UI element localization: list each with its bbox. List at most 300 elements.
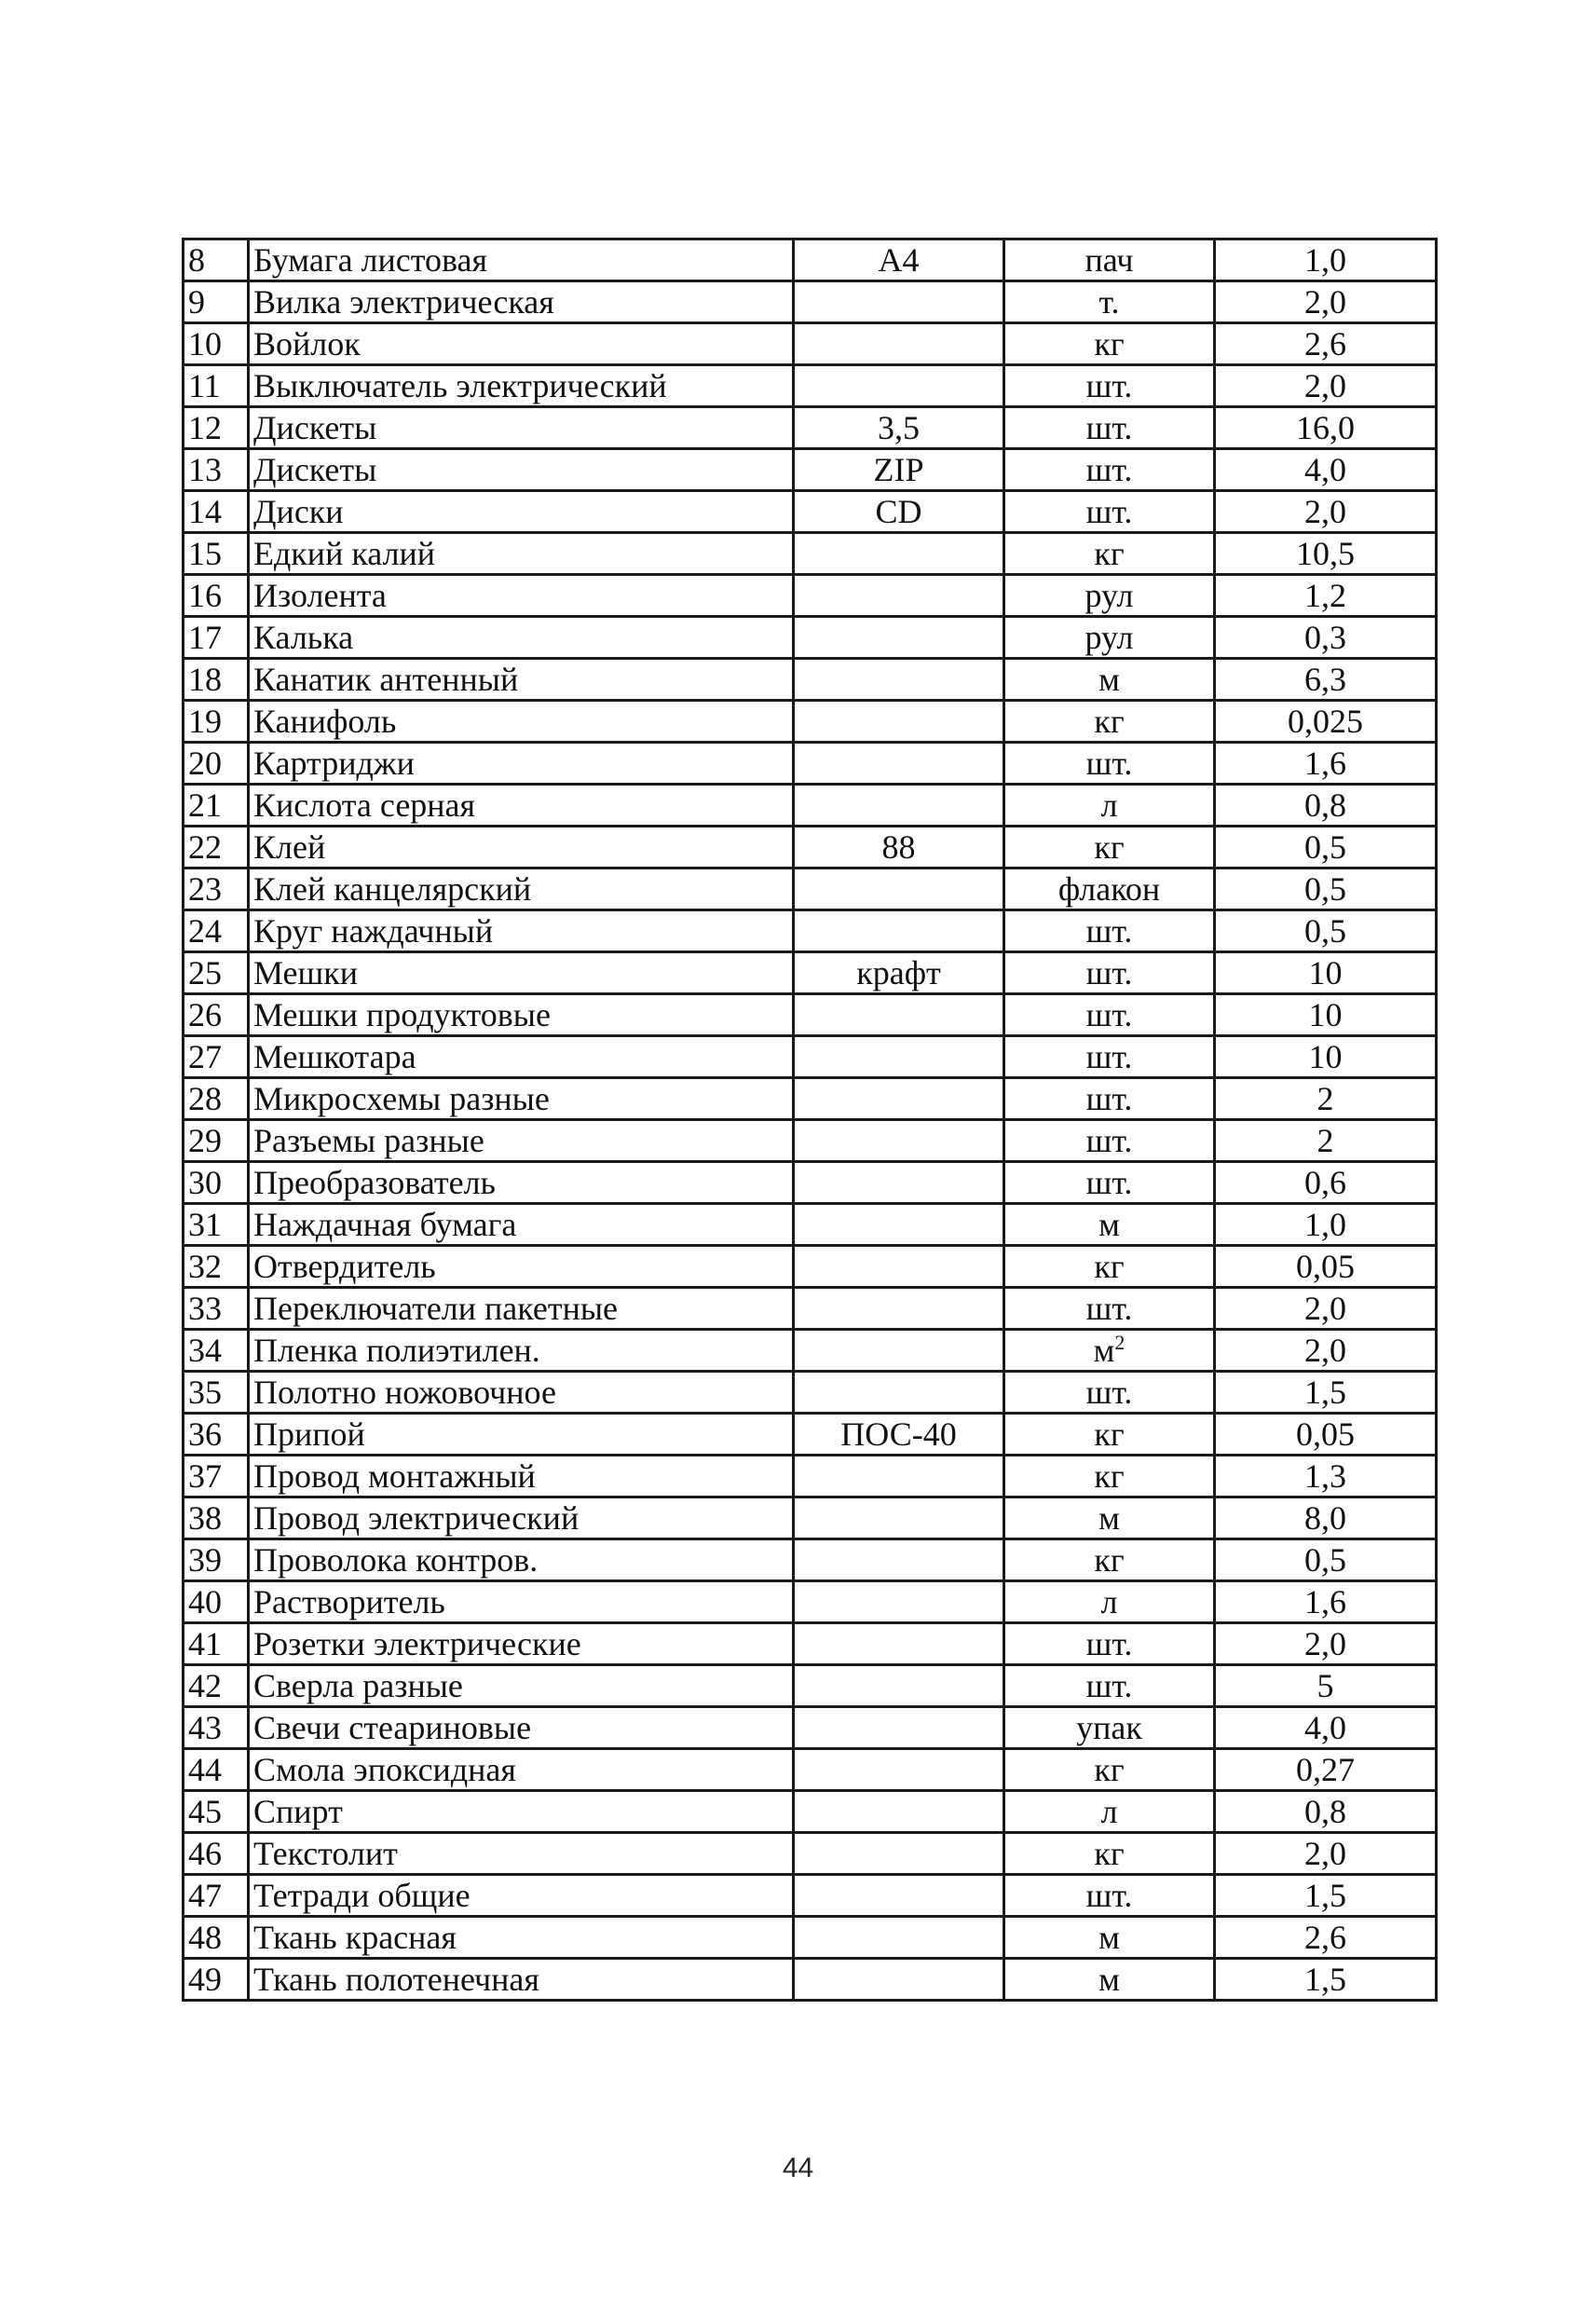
unit-cell: [1004, 1665, 1215, 1707]
quantity-cell: [1215, 323, 1437, 365]
row-number-text: 18: [188, 661, 222, 698]
item-name-cell: [249, 827, 794, 868]
item-name-cell: [249, 1959, 794, 2001]
item-spec-cell: [794, 1959, 1004, 2001]
item-name-cell: [249, 1036, 794, 1078]
quantity-cell: [1215, 994, 1437, 1036]
item-name-cell: [249, 1078, 794, 1120]
item-name-cell: [249, 491, 794, 533]
item-name-text: Наждачная бумага: [253, 1206, 517, 1243]
item-spec-cell: [794, 575, 1004, 617]
unit-text: шт.: [1085, 1374, 1133, 1411]
item-name-text: Мешки продуктовые: [253, 996, 551, 1033]
item-name-cell: [249, 1749, 794, 1791]
table-row: [184, 281, 1437, 323]
item-spec-cell: [794, 1456, 1004, 1497]
row-number-cell: [184, 1246, 249, 1288]
unit-cell: [1004, 617, 1215, 659]
item-name-cell: [249, 1875, 794, 1917]
quantity-text: 10,5: [1296, 535, 1355, 572]
item-name-cell: [249, 1707, 794, 1749]
item-name-text: Провод электрический: [253, 1499, 580, 1537]
row-number-cell: [184, 1791, 249, 1833]
quantity-text: 0,5: [1304, 870, 1346, 908]
row-number-text: 25: [188, 954, 222, 991]
row-number-cell: [184, 1581, 249, 1623]
item-name-text: Проволока контров.: [253, 1541, 539, 1579]
table-row: [184, 1078, 1437, 1120]
table-row: [184, 868, 1437, 910]
item-name-cell: [249, 1204, 794, 1246]
quantity-cell: [1215, 1456, 1437, 1497]
quantity-text: 16,0: [1296, 409, 1355, 446]
unit-text: шт.: [1085, 1290, 1133, 1327]
item-spec-cell: [794, 785, 1004, 827]
item-name-cell: [249, 1497, 794, 1539]
row-number-text: 14: [188, 493, 222, 530]
unit-cell: [1004, 407, 1215, 449]
unit-cell: [1004, 1456, 1215, 1497]
item-name-text: Розетки электрические: [253, 1625, 581, 1662]
unit-cell: [1004, 1246, 1215, 1288]
item-spec-cell: [794, 1036, 1004, 1078]
item-spec-cell: [794, 407, 1004, 449]
table-row: [184, 491, 1437, 533]
item-name-text: Мешкотара: [253, 1038, 416, 1075]
unit-cell: [1004, 1330, 1215, 1372]
row-number-text: 36: [188, 1415, 222, 1453]
item-name-text: Круг наждачный: [253, 912, 494, 950]
item-name-cell: [249, 701, 794, 743]
quantity-text: 4,0: [1304, 451, 1346, 488]
unit-text: м: [1098, 1499, 1120, 1537]
item-spec-cell: [794, 281, 1004, 323]
unit-text: шт.: [1085, 1164, 1133, 1201]
table-row: [184, 1791, 1437, 1833]
unit-text: шт.: [1085, 1080, 1133, 1117]
row-number-cell: [184, 1875, 249, 1917]
item-spec-cell: [794, 1372, 1004, 1414]
row-number-text: 15: [188, 535, 222, 572]
quantity-text: 2: [1316, 1080, 1334, 1117]
row-number-cell: [184, 701, 249, 743]
item-spec-cell: [794, 1414, 1004, 1456]
table-row: [184, 1288, 1437, 1330]
quantity-text: 2,6: [1304, 1919, 1346, 1956]
row-number-cell: [184, 868, 249, 910]
quantity-cell: [1215, 407, 1437, 449]
row-number-text: 33: [188, 1290, 222, 1327]
item-name-cell: [249, 1456, 794, 1497]
row-number-cell: [184, 533, 249, 575]
quantity-text: 2,0: [1304, 367, 1346, 404]
item-name-cell: [249, 743, 794, 785]
unit-text: м: [1098, 1919, 1120, 1956]
row-number-text: 13: [188, 451, 222, 488]
quantity-text: 0,3: [1304, 619, 1346, 656]
unit-text: шт.: [1085, 1122, 1133, 1159]
table-row: [184, 1665, 1437, 1707]
unit-cell: [1004, 1120, 1215, 1162]
item-name-text: Диски: [253, 493, 344, 530]
row-number-cell: [184, 323, 249, 365]
item-name-cell: [249, 785, 794, 827]
table-row: [184, 1959, 1437, 2001]
table-row: [184, 1204, 1437, 1246]
item-spec-cell: [794, 1204, 1004, 1246]
item-name-cell: [249, 1539, 794, 1581]
row-number-text: 26: [188, 996, 222, 1033]
row-number-cell: [184, 1707, 249, 1749]
item-spec-cell: [794, 743, 1004, 785]
item-name-text: Ткань красная: [253, 1919, 457, 1956]
unit-text: шт.: [1085, 493, 1133, 530]
quantity-cell: [1215, 1078, 1437, 1120]
row-number-cell: [184, 827, 249, 868]
unit-cell: [1004, 1288, 1215, 1330]
unit-text: шт.: [1085, 367, 1133, 404]
row-number-cell: [184, 1288, 249, 1330]
item-name-text: Провод монтажный: [253, 1457, 536, 1495]
item-spec-cell: [794, 1246, 1004, 1288]
item-name-text: Войлок: [253, 325, 361, 362]
quantity-cell: [1215, 1162, 1437, 1204]
unit-cell: [1004, 868, 1215, 910]
row-number-cell: [184, 1414, 249, 1456]
unit-cell: [1004, 281, 1215, 323]
quantity-text: 0,5: [1304, 1541, 1346, 1579]
unit-text: шт.: [1085, 451, 1133, 488]
item-spec-cell: [794, 701, 1004, 743]
table-row: [184, 1414, 1437, 1456]
quantity-cell: [1215, 617, 1437, 659]
quantity-cell: [1215, 868, 1437, 910]
quantity-text: 4,0: [1304, 1709, 1346, 1746]
item-name-text: Изолента: [253, 577, 387, 614]
quantity-cell: [1215, 910, 1437, 952]
unit-cell: [1004, 827, 1215, 868]
item-name-cell: [249, 1581, 794, 1623]
unit-text: шт.: [1085, 745, 1133, 782]
unit-text: м: [1093, 1332, 1115, 1369]
quantity-cell: [1215, 1623, 1437, 1665]
row-number-text: 24: [188, 912, 222, 950]
table-row: [184, 1120, 1437, 1162]
quantity-cell: [1215, 1581, 1437, 1623]
unit-cell: [1004, 575, 1215, 617]
unit-cell: [1004, 1749, 1215, 1791]
quantity-text: 0,8: [1304, 1793, 1346, 1830]
item-spec-cell: [794, 1623, 1004, 1665]
item-spec-cell: [794, 1791, 1004, 1833]
quantity-cell: [1215, 239, 1437, 281]
quantity-cell: [1215, 1120, 1437, 1162]
item-name-text: Сверла разные: [253, 1667, 463, 1704]
row-number-text: 47: [188, 1877, 222, 1914]
table-row: [184, 743, 1437, 785]
table-row: [184, 785, 1437, 827]
unit-cell: [1004, 323, 1215, 365]
unit-cell: [1004, 239, 1215, 281]
item-name-cell: [249, 1833, 794, 1875]
table-row: [184, 1330, 1437, 1372]
table-row: [184, 827, 1437, 868]
unit-text: флакон: [1057, 870, 1161, 908]
table-row: [184, 701, 1437, 743]
item-name-text: Едкий калий: [253, 535, 436, 572]
table-row: [184, 1456, 1437, 1497]
materials-table-body: [184, 239, 1437, 2001]
table-row: [184, 1875, 1437, 1917]
row-number-text: 16: [188, 577, 222, 614]
unit-text: кг: [1094, 1541, 1125, 1579]
row-number-text: 43: [188, 1709, 222, 1746]
row-number-cell: [184, 659, 249, 701]
quantity-text: 0,05: [1296, 1248, 1355, 1285]
item-name-text: Микросхемы разные: [253, 1080, 550, 1117]
item-name-cell: [249, 239, 794, 281]
row-number-text: 37: [188, 1457, 222, 1495]
quantity-text: 1,0: [1304, 1206, 1346, 1243]
quantity-text: 1,5: [1304, 1877, 1346, 1914]
quantity-cell: [1215, 1917, 1437, 1959]
table-row: [184, 1539, 1437, 1581]
table-row: [184, 659, 1437, 701]
row-number-text: 19: [188, 703, 222, 740]
item-spec-cell: [794, 239, 1004, 281]
quantity-cell: [1215, 449, 1437, 491]
row-number-text: 31: [188, 1206, 222, 1243]
quantity-cell: [1215, 1204, 1437, 1246]
item-spec-cell: [794, 1288, 1004, 1330]
unit-cell: [1004, 1078, 1215, 1120]
item-spec-cell: [794, 1539, 1004, 1581]
unit-text: кг: [1094, 1751, 1125, 1788]
unit-text: кг: [1094, 1835, 1125, 1872]
item-name-cell: [249, 952, 794, 994]
item-name-cell: [249, 1330, 794, 1372]
quantity-text: 8,0: [1304, 1499, 1346, 1537]
item-spec-cell: [794, 1078, 1004, 1120]
table-row: [184, 1246, 1437, 1288]
unit-text: шт.: [1085, 912, 1133, 950]
item-spec-cell: [794, 910, 1004, 952]
unit-text: т.: [1098, 283, 1120, 321]
row-number-text: 22: [188, 828, 222, 866]
quantity-text: 1,0: [1304, 241, 1346, 279]
item-name-cell: [249, 1246, 794, 1288]
row-number-cell: [184, 491, 249, 533]
item-spec-text: А4: [878, 241, 920, 279]
unit-text: кг: [1094, 703, 1125, 740]
item-name-text: Клей канцелярский: [253, 870, 532, 908]
row-number-text: 41: [188, 1625, 222, 1662]
unit-cell: [1004, 952, 1215, 994]
page-number: 44: [782, 2153, 814, 2183]
unit-cell: [1004, 1036, 1215, 1078]
quantity-text: 6,3: [1304, 661, 1346, 698]
table-row: [184, 994, 1437, 1036]
item-name-cell: [249, 1120, 794, 1162]
table-row: [184, 575, 1437, 617]
row-number-cell: [184, 1330, 249, 1372]
quantity-cell: [1215, 491, 1437, 533]
item-name-cell: [249, 1162, 794, 1204]
item-name-cell: [249, 281, 794, 323]
row-number-cell: [184, 743, 249, 785]
row-number-cell: [184, 1959, 249, 2001]
unit-cell: [1004, 1959, 1215, 2001]
item-name-cell: [249, 323, 794, 365]
row-number-text: 28: [188, 1080, 222, 1117]
quantity-cell: [1215, 659, 1437, 701]
item-spec-cell: [794, 1497, 1004, 1539]
item-name-text: Канифоль: [253, 703, 397, 740]
table-row: [184, 1581, 1437, 1623]
item-name-text: Текстолит: [253, 1835, 398, 1872]
item-name-cell: [249, 910, 794, 952]
row-number-text: 21: [188, 786, 222, 824]
unit-text: кг: [1094, 325, 1125, 362]
table-row: [184, 617, 1437, 659]
item-name-cell: [249, 868, 794, 910]
item-spec-text: 3,5: [878, 409, 920, 446]
item-spec-cell: [794, 533, 1004, 575]
item-spec-cell: [794, 868, 1004, 910]
unit-text: кг: [1094, 1248, 1125, 1285]
unit-text: шт.: [1085, 996, 1133, 1033]
unit-text: шт.: [1085, 1625, 1133, 1662]
quantity-text: 1,3: [1304, 1457, 1346, 1495]
item-name-text: Выключатель электрический: [253, 367, 667, 404]
row-number-text: 30: [188, 1164, 222, 1201]
row-number-text: 40: [188, 1583, 222, 1620]
quantity-text: 2,0: [1304, 1625, 1346, 1662]
unit-cell: [1004, 1372, 1215, 1414]
row-number-cell: [184, 239, 249, 281]
unit-text: шт.: [1085, 954, 1133, 991]
unit-cell: [1004, 1917, 1215, 1959]
item-name-text: Полотно ножовочное: [253, 1374, 556, 1411]
row-number-cell: [184, 1078, 249, 1120]
quantity-cell: [1215, 1665, 1437, 1707]
item-name-cell: [249, 1372, 794, 1414]
row-number-text: 45: [188, 1793, 222, 1830]
item-name-text: Припой: [253, 1415, 365, 1453]
quantity-cell: [1215, 1246, 1437, 1288]
row-number-cell: [184, 785, 249, 827]
item-name-cell: [249, 449, 794, 491]
quantity-text: 10: [1308, 1038, 1343, 1075]
row-number-cell: [184, 1036, 249, 1078]
unit-cell: [1004, 659, 1215, 701]
row-number-cell: [184, 1917, 249, 1959]
item-spec-cell: [794, 1120, 1004, 1162]
item-name-cell: [249, 1288, 794, 1330]
row-number-text: 38: [188, 1499, 222, 1537]
table-row: [184, 407, 1437, 449]
quantity-text: 0,5: [1304, 828, 1346, 866]
unit-text: кг: [1094, 828, 1125, 866]
row-number-cell: [184, 910, 249, 952]
unit-text: л: [1100, 1793, 1118, 1830]
row-number-cell: [184, 1497, 249, 1539]
table-row: [184, 910, 1437, 952]
row-number-cell: [184, 1539, 249, 1581]
quantity-text: 2,0: [1304, 1835, 1346, 1872]
item-name-text: Клей: [253, 828, 326, 866]
row-number-cell: [184, 1833, 249, 1875]
row-number-cell: [184, 575, 249, 617]
quantity-text: 10: [1308, 996, 1343, 1033]
item-spec-cell: [794, 1917, 1004, 1959]
row-number-text: 49: [188, 1961, 222, 1998]
unit-cell: [1004, 1707, 1215, 1749]
item-spec-cell: [794, 1833, 1004, 1875]
row-number-text: 27: [188, 1038, 222, 1075]
row-number-text: 8: [188, 241, 205, 279]
table-row: [184, 323, 1437, 365]
table-row: [184, 1497, 1437, 1539]
item-spec-cell: [794, 952, 1004, 994]
table-row: [184, 1833, 1437, 1875]
quantity-text: 0,6: [1304, 1164, 1346, 1201]
item-spec-cell: [794, 449, 1004, 491]
quantity-text: 1,6: [1304, 1583, 1346, 1620]
quantity-text: 0,025: [1288, 703, 1363, 740]
quantity-cell: [1215, 1749, 1437, 1791]
unit-text: рул: [1084, 577, 1134, 614]
unit-text: упак: [1076, 1709, 1142, 1746]
item-name-cell: [249, 994, 794, 1036]
table-row: [184, 952, 1437, 994]
item-name-cell: [249, 533, 794, 575]
item-spec-cell: [794, 617, 1004, 659]
item-name-text: Вилка электрическая: [253, 283, 554, 321]
row-number-cell: [184, 1372, 249, 1414]
row-number-cell: [184, 1665, 249, 1707]
table-row: [184, 1749, 1437, 1791]
item-name-cell: [249, 1665, 794, 1707]
quantity-text: 2: [1316, 1122, 1334, 1159]
row-number-cell: [184, 994, 249, 1036]
unit-text: пач: [1084, 241, 1134, 279]
quantity-cell: [1215, 1372, 1437, 1414]
unit-text: шт.: [1085, 409, 1133, 446]
item-name-text: Калька: [253, 619, 354, 656]
item-spec-text: CD: [875, 493, 922, 530]
item-name-cell: [249, 1414, 794, 1456]
item-name-cell: [249, 575, 794, 617]
item-name-text: Мешки: [253, 954, 358, 991]
quantity-cell: [1215, 281, 1437, 323]
table-row: [184, 239, 1437, 281]
item-name-text: Канатик антенный: [253, 661, 519, 698]
item-spec-cell: [794, 1749, 1004, 1791]
item-spec-cell: [794, 491, 1004, 533]
item-spec-text: ZIP: [873, 451, 924, 488]
unit-text: шт.: [1085, 1667, 1133, 1704]
row-number-text: 29: [188, 1122, 222, 1159]
item-name-cell: [249, 365, 794, 407]
row-number-text: 34: [188, 1332, 222, 1369]
item-spec-text: ПОС-40: [840, 1415, 957, 1453]
quantity-text: 1,6: [1304, 745, 1346, 782]
item-name-text: Дискеты: [253, 451, 377, 488]
row-number-cell: [184, 1204, 249, 1246]
unit-text: кг: [1094, 1415, 1125, 1453]
table-row: [184, 1162, 1437, 1204]
